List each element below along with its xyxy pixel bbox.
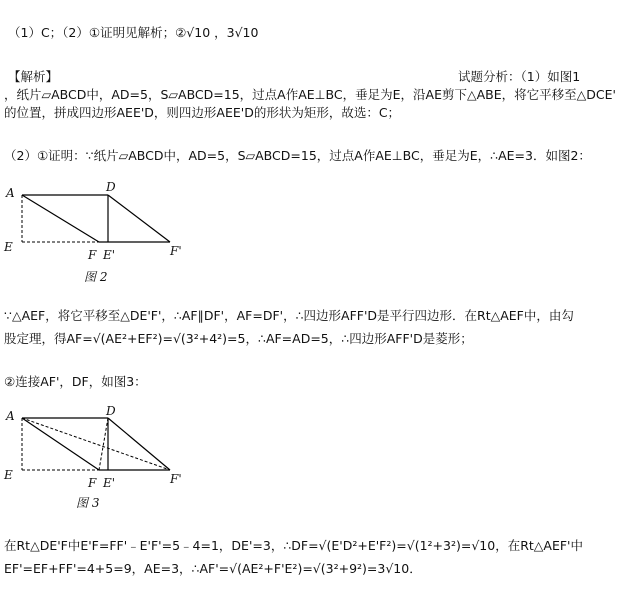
figure-2-label-a: A — [6, 186, 15, 200]
figure-2-label-f: F — [88, 248, 97, 262]
figure-3-caption: 图 3 — [76, 496, 100, 510]
paragraph-5-line-1: 在Rt△DE'F中E'F=FF'﹣E'F'=5﹣4=1，DE'=3，∴DF=√(E'D²+E'F²)=√(1²+3²)=√10，在Rt△AEF'中 — [4, 538, 583, 553]
figure-2-caption: 图 2 — [84, 270, 108, 284]
analysis-header: 试题分析：（1）如图1 — [458, 69, 581, 84]
figure-3-label-f: F — [88, 476, 97, 490]
paragraph-2-line-1: （2）①证明：∵纸片▱ABCD中，AD=5，S▱ABCD=15，过点A作AE⊥BC，垂足为E，∴AE=3．如图2： — [4, 148, 591, 163]
figure-2-label-f-prime: F' — [170, 244, 182, 258]
section-title: 【解析】 — [8, 69, 59, 84]
figure-3-diagram — [0, 404, 200, 514]
answer-line: （1）C；（2）①证明见解析；②√10 ，3√10 — [8, 25, 259, 40]
paragraph-4-line-1: ②连接AF'，DF，如图3： — [4, 374, 147, 389]
figure-3-label-e-prime: E' — [103, 476, 116, 490]
paragraph-3-line-2: 股定理，得AF=√(AE²+EF²)=√(3²+4²)=5，∴AF=AD=5，∴四边形AFF'D是菱形； — [4, 331, 473, 346]
figure-3-label-f-prime: F' — [170, 472, 182, 486]
paragraph-1-line-2: 的位置，拼成四边形AEE'D，则四边形AEE'D的形状为矩形，故选：C； — [4, 105, 401, 120]
figure-2-label-e: E — [4, 240, 13, 254]
paragraph-1-line-1: ，纸片▱ABCD中，AD=5，S▱ABCD=15，过点A作AE⊥BC，垂足为E，沿AE剪下△ABE，将它平移至△DCE' — [4, 87, 616, 102]
figure-3-label-e: E — [4, 468, 13, 482]
figure-3 — [0, 404, 200, 514]
paragraph-5-line-2: EF'=EF+FF'=4+5=9，AE=3，∴AF'=√(AE²+F'E²)=√(3²+9²)=3√10． — [4, 561, 422, 576]
paragraph-3-line-1: ∵△AEF，将它平移至△DE'F'，∴AF∥DF'，AF=DF'，∴四边形AFF'D是平行四边形．在Rt△AEF中，由勾 — [4, 308, 574, 323]
figure-2-label-d: D — [106, 180, 116, 194]
figure-3-label-a: A — [6, 409, 15, 423]
figure-3-label-d: D — [106, 404, 116, 418]
figure-2-label-e-prime: E' — [103, 248, 116, 262]
figure-2 — [0, 178, 200, 288]
